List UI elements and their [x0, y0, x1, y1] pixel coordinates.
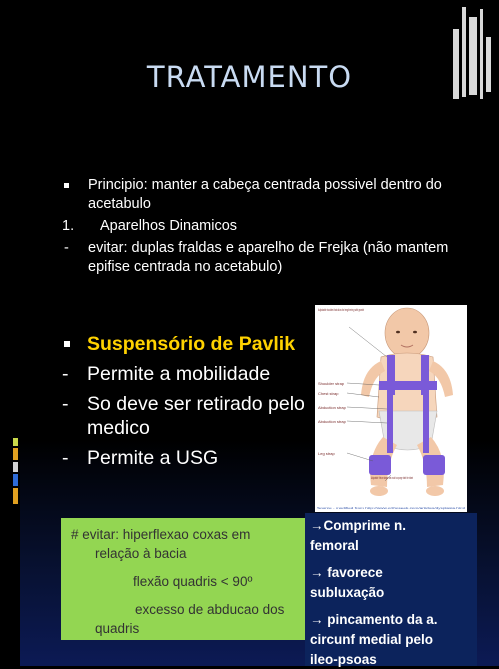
principle-list	[62, 176, 472, 280]
baby-harness-illustration	[315, 305, 467, 512]
warning-line: # evitar: hiperflexao coxas em	[71, 527, 251, 542]
consequence-line: subluxação	[310, 585, 385, 600]
list-item-text: Permite a USG	[87, 447, 219, 469]
label-velcro: Adjustable Velcro straps that undo to sponge bath the infant	[371, 475, 414, 480]
slide-title: TRATAMENTO	[146, 60, 353, 94]
list-item-text: So deve ser retirado pelo medico	[87, 393, 305, 439]
list-item-heading	[62, 332, 322, 356]
left-margin	[0, 0, 20, 666]
warning-box	[61, 518, 306, 640]
list-item-text: Suspensório de Pavlik	[87, 333, 296, 355]
warning-line: excesso de abducao dos	[135, 602, 285, 617]
list-item-text: Principio: manter a cabeça centrada possivel dentro do acetabulo	[88, 177, 442, 212]
label-adjustable-buckles: Adjustable buckles that allow for lengthening with growth	[318, 307, 364, 312]
warning-line: relação à bacia	[95, 546, 187, 561]
consequence-line: ileo-psoas	[310, 652, 377, 667]
list-item	[62, 239, 472, 277]
consequence-line: → pincamento da a.	[310, 612, 438, 627]
bullet-square-icon	[64, 341, 70, 347]
list-item-number: 1.	[62, 218, 75, 234]
list-item	[62, 176, 472, 214]
list-item-dash: -	[62, 393, 69, 415]
list-item-dash: -	[62, 447, 69, 469]
decorative-stripes-left	[13, 438, 19, 508]
bullet-square-icon	[64, 183, 69, 188]
label-shoulder-strap: Shoulder strap	[318, 381, 345, 386]
label-leg-strap: Leg strap	[318, 451, 335, 456]
consequences-box	[305, 513, 477, 666]
label-source: Source - modified from http://www.orthoseek.com/articles/dysplasia.html	[317, 506, 466, 510]
consequence-line: →Comprime n.	[310, 518, 407, 533]
list-item	[62, 217, 472, 236]
consequence-line: femoral	[310, 538, 359, 553]
pavlik-list	[62, 332, 322, 476]
consequence-line: → favorece	[310, 565, 383, 580]
list-item	[62, 392, 322, 440]
list-item-dash: -	[64, 240, 69, 256]
label-abduction-strap-2: Abduction strap	[318, 419, 346, 424]
list-item-text: Permite a mobilidade	[87, 363, 271, 385]
list-item-text: evitar: duplas fraldas e aparelho de Frejka (não mantem epifise centrada no acetabulo)	[88, 240, 449, 275]
warning-line: flexão quadris < 90º	[133, 574, 253, 589]
list-item-text: Aparelhos Dinamicos	[100, 218, 238, 234]
list-item	[62, 446, 322, 470]
pavlik-harness-figure	[315, 305, 467, 512]
label-chest-strap: Chest strap	[318, 391, 339, 396]
list-item	[62, 362, 322, 386]
list-item-dash: -	[62, 363, 69, 385]
label-abduction-strap: Abduction strap	[318, 405, 346, 410]
consequence-line: circunf medial pelo	[310, 632, 434, 647]
warning-line: quadris	[95, 621, 140, 636]
